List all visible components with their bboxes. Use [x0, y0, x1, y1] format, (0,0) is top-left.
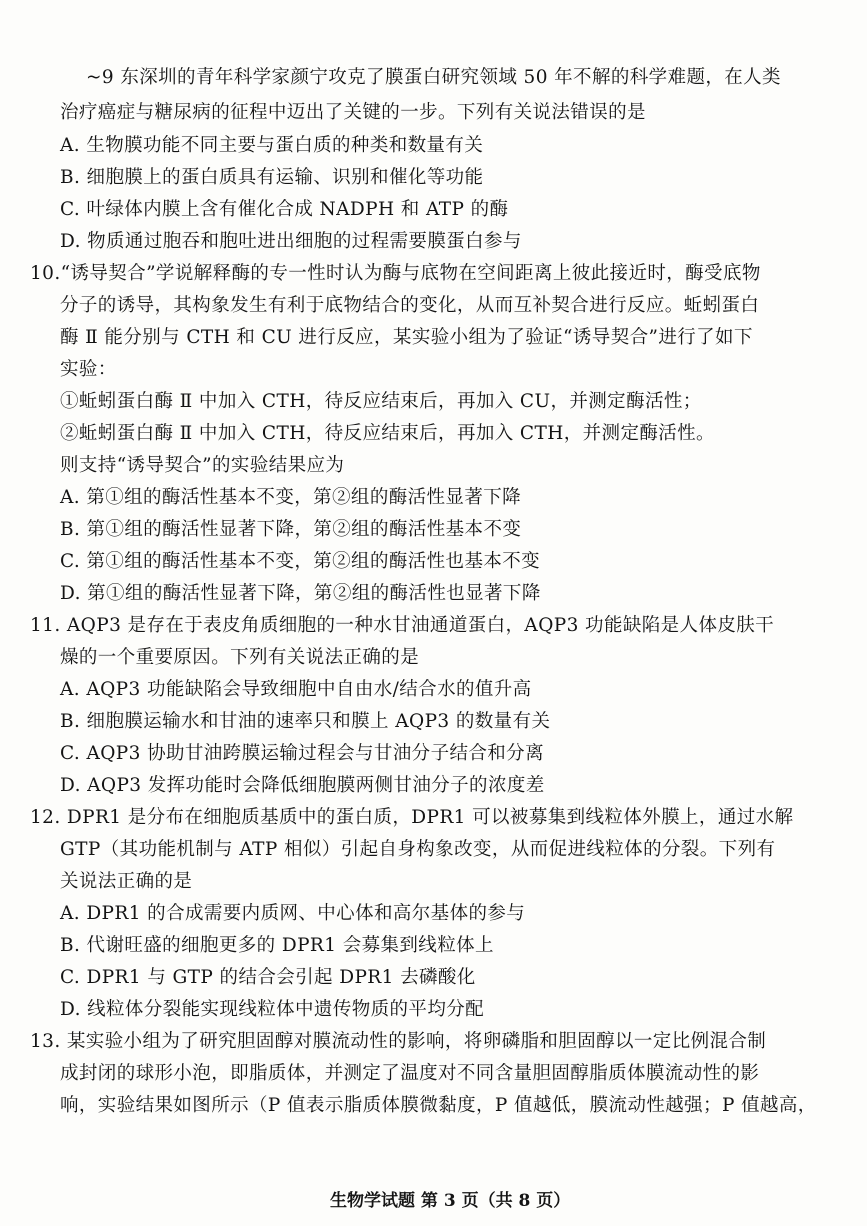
q9-option-d: D. 物质通过胞吞和胞吐进出细胞的过程需要膜蛋白参与	[60, 231, 522, 252]
q12-stem-line: 12. DPR1 是分布在细胞质基质中的蛋白质，DPR1 可以被募集到线粒体外膜上，通过水解	[30, 807, 794, 828]
q11-option-b: B. 细胞膜运输水和甘油的速率只和膜上 AQP3 的数量有关	[60, 711, 551, 732]
q11-option-d: D. AQP3 发挥功能时会降低细胞膜两侧甘油分子的浓度差	[60, 775, 545, 796]
q10-stem-line: 分子的诱导，其构象发生有利于底物结合的变化，从而互补契合进行反应。蚯蚓蛋白	[60, 295, 760, 316]
q11-option-a: A. AQP3 功能缺陷会导致细胞中自由水/结合水的值升高	[60, 679, 532, 700]
q9-stem-line: ~9 东深圳的青年科学家颜宁攻克了膜蛋白研究领域 50 年不解的科学难题，在人类	[86, 67, 781, 88]
q10-option-c: C. 第①组的酶活性基本不变，第②组的酶活性也基本不变	[60, 551, 541, 572]
q10-stem-line: 酶 Ⅱ 能分别与 CTH 和 CU 进行反应，某实验小组为了验证“诱导契合”进行了如下	[60, 327, 753, 348]
q12-stem-line: GTP（其功能机制与 ATP 相似）引起自身构象改变，从而促进线粒体的分裂。下列有	[60, 839, 776, 860]
q12-option-a: A. DPR1 的合成需要内质网、中心体和高尔基体的参与	[60, 903, 526, 924]
q11-stem-line: 11. AQP3 是存在于表皮角质细胞的一种水甘油通道蛋白，AQP3 功能缺陷是人体皮肤干	[30, 615, 775, 636]
q13-stem-line: 成封闭的球形小泡，即脂质体，并测定了温度对不同含量胆固醇脂质体膜流动性的影	[60, 1063, 760, 1084]
q10-experiment-1: ①蚯蚓蛋白酶 Ⅱ 中加入 CTH，待反应结束后，再加入 CU，并测定酶活性；	[60, 391, 702, 412]
q13-stem-line: 响，实验结果如图所示（P 值表示脂质体膜微黏度，P 值越低，膜流动性越强；P 值越高，	[60, 1095, 817, 1116]
q10-option-a: A. 第①组的酶活性基本不变，第②组的酶活性显著下降	[60, 487, 522, 508]
q12-option-d: D. 线粒体分裂能实现线粒体中遗传物质的平均分配	[60, 999, 485, 1020]
q9-option-b: B. 细胞膜上的蛋白质具有运输、识别和催化等功能	[60, 167, 484, 188]
q9-option-c: C. 叶绿体内膜上含有催化合成 NADPH 和 ATP 的酶	[60, 199, 509, 220]
q10-option-d: D. 第①组的酶活性显著下降，第②组的酶活性也显著下降	[60, 583, 541, 604]
q9-stem-line: 治疗癌症与糖尿病的征程中迈出了关键的一步。下列有关说法错误的是	[60, 102, 646, 123]
q10-option-b: B. 第①组的酶活性显著下降，第②组的酶活性基本不变	[60, 519, 522, 540]
q10-experiment-2: ②蚯蚓蛋白酶 Ⅱ 中加入 CTH，待反应结束后，再加入 CTH，并测定酶活性。	[60, 423, 715, 444]
page-footer: 生物学试题 第 3 页（共 8 页）	[330, 1191, 571, 1211]
q10-question: 则支持“诱导契合”的实验结果应为	[60, 455, 345, 476]
q12-option-c: C. DPR1 与 GTP 的结合会引起 DPR1 去磷酸化	[60, 967, 476, 988]
q11-stem-line: 燥的一个重要原因。下列有关说法正确的是	[60, 647, 420, 668]
q12-option-b: B. 代谢旺盛的细胞更多的 DPR1 会募集到线粒体上	[60, 935, 494, 956]
q10-stem-line: 10.“诱导契合”学说解释酶的专一性时认为酶与底物在空间距离上彼此接近时，酶受底物	[30, 263, 761, 284]
q13-stem-line: 13. 某实验小组为了研究胆固醇对膜流动性的影响，将卵磷脂和胆固醇以一定比例混合制	[30, 1031, 767, 1052]
q11-option-c: C. AQP3 协助甘油跨膜运输过程会与甘油分子结合和分离	[60, 743, 544, 764]
q12-stem-line: 关说法正确的是	[60, 871, 193, 892]
q9-option-a: A. 生物膜功能不同主要与蛋白质的种类和数量有关	[60, 135, 484, 156]
q10-stem-line: 实验：	[60, 359, 117, 380]
